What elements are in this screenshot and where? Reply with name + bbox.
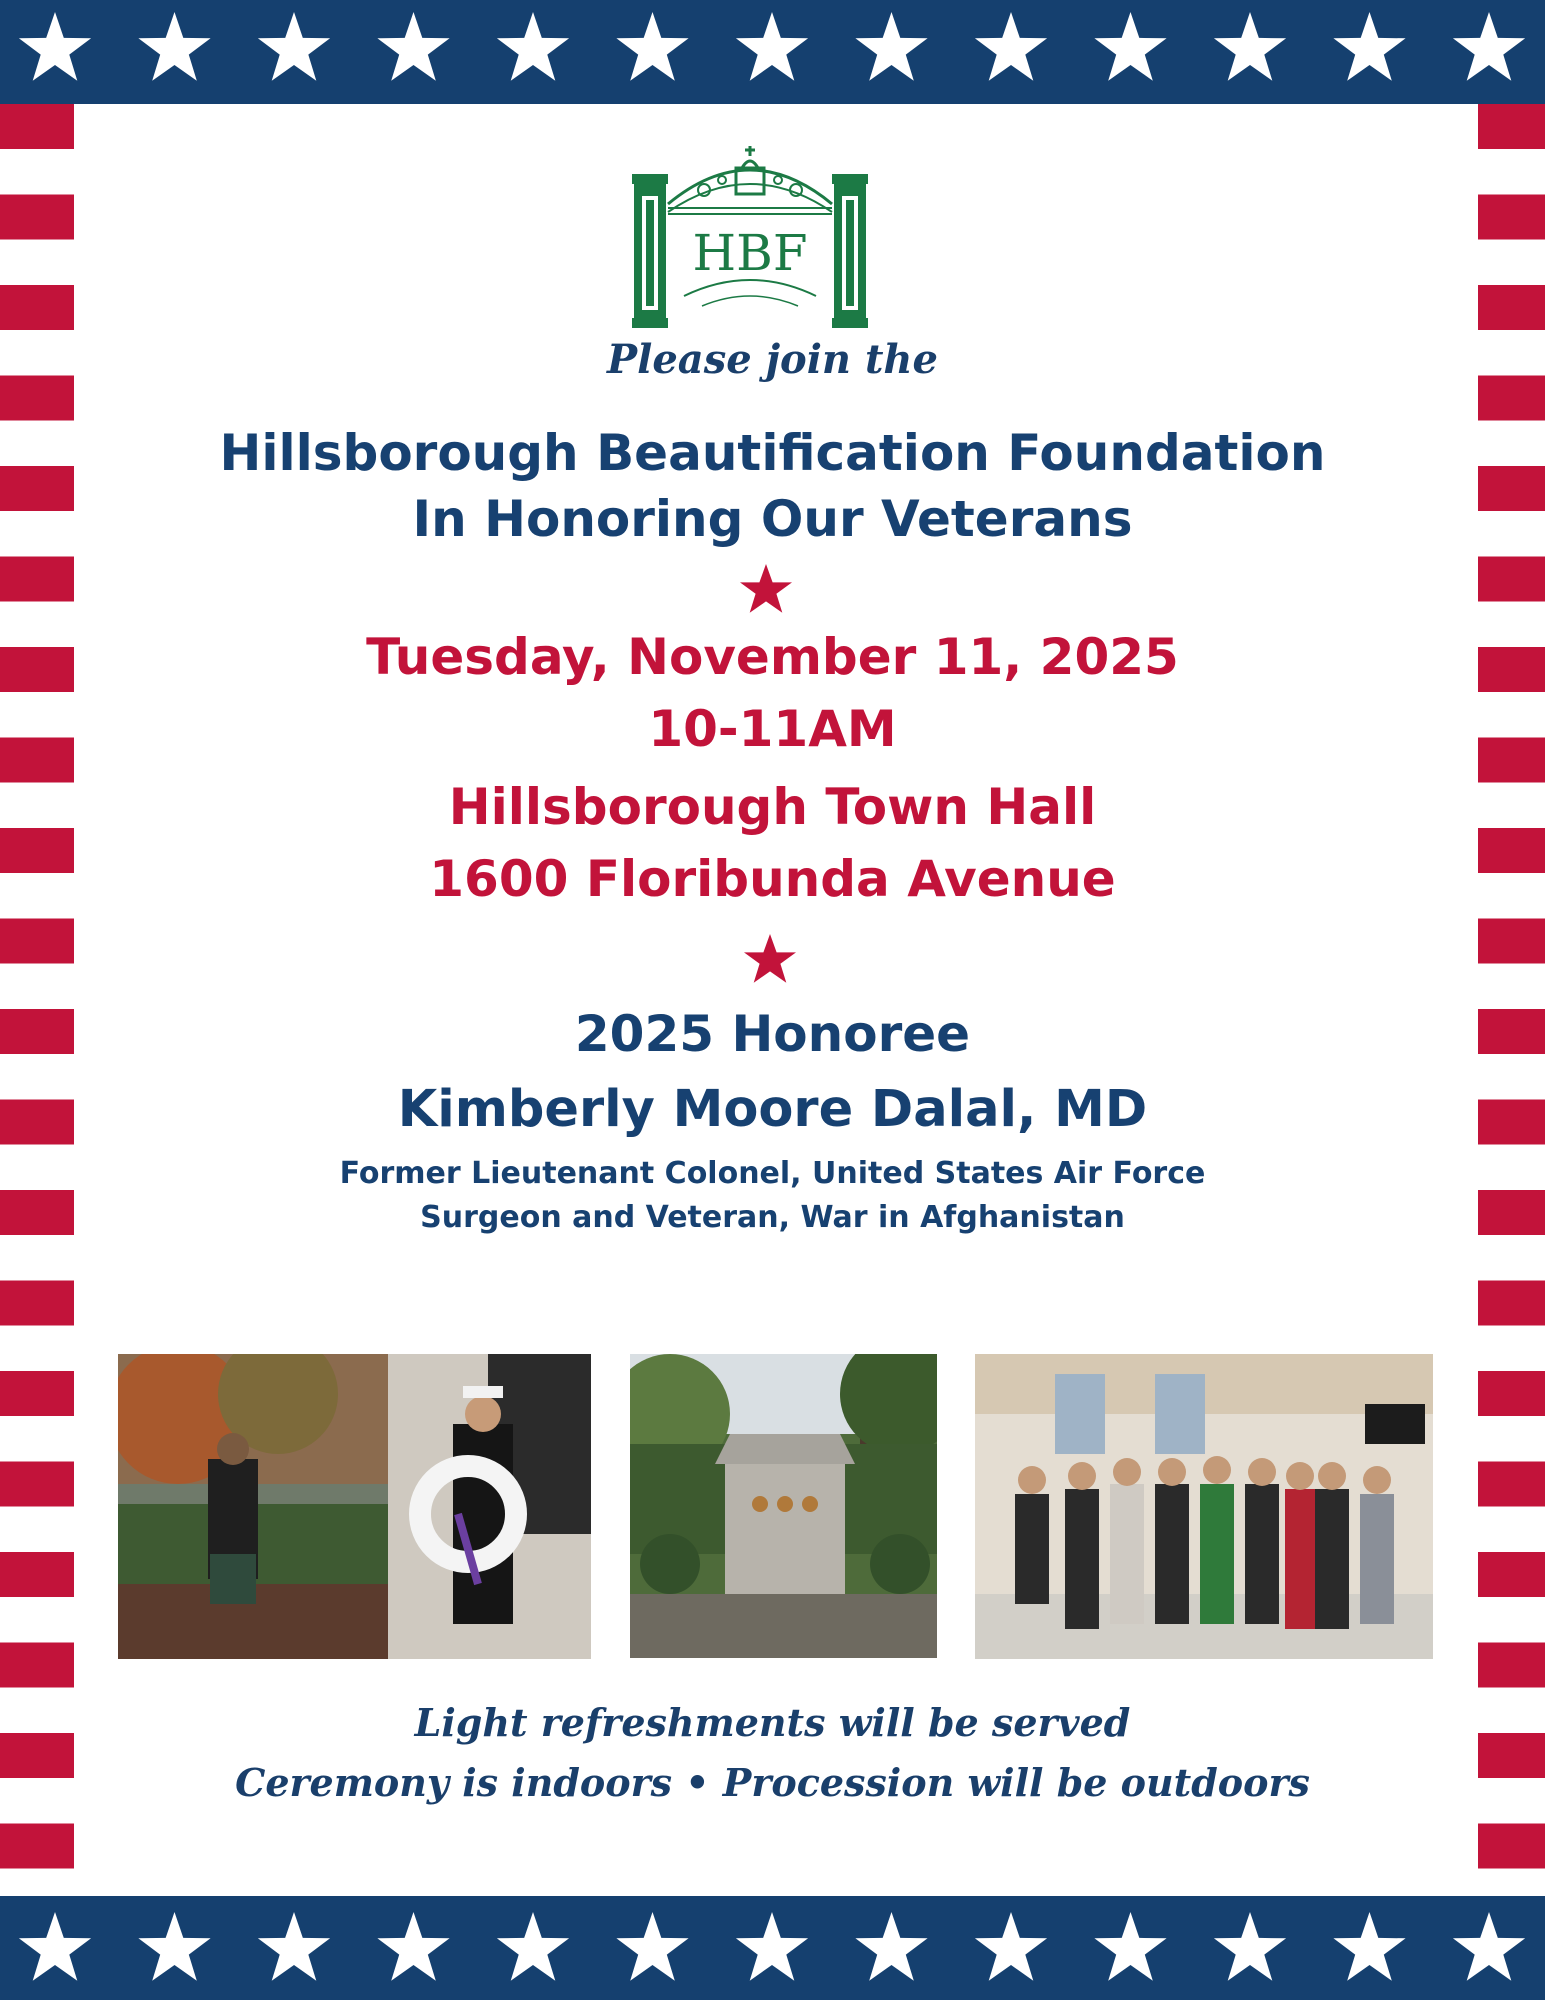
border-stripe — [1478, 466, 1545, 511]
border-stripe — [1478, 919, 1545, 964]
event-address: 1600 Floribunda Avenue — [429, 850, 1116, 908]
border-stripe — [0, 104, 74, 149]
border-stripe — [1478, 1824, 1545, 1869]
honoree-role-line-1: Former Lieutenant Colonel, United States Air Force — [339, 1156, 1206, 1191]
event-venue: Hillsborough Town Hall — [448, 778, 1097, 836]
divider-star-icon — [742, 932, 798, 986]
photo-veterans-memorial — [630, 1354, 937, 1658]
border-star-icon — [258, 12, 330, 81]
honoree-name: Kimberly Moore Dalal, MD — [397, 1080, 1148, 1139]
invite-intro: Please join the — [607, 336, 938, 383]
border-stripe — [1478, 557, 1545, 602]
border-stripe — [0, 647, 74, 692]
organization-name: Hillsborough Beautification Foundation — [219, 424, 1326, 482]
border-stripe — [1478, 285, 1545, 330]
divider-star-icon — [738, 562, 794, 616]
border-stripe — [0, 738, 74, 783]
border-stripe — [1478, 104, 1545, 149]
border-stripe — [1478, 1552, 1545, 1597]
border-star-icon — [616, 12, 688, 81]
border-star-icon — [1453, 1912, 1525, 1981]
border-star-icon — [855, 12, 927, 81]
border-star-icon — [138, 12, 210, 81]
stripe-column-right — [1478, 104, 1545, 1896]
top-star-border — [0, 0, 1545, 104]
border-star-icon — [736, 12, 808, 81]
border-star-icon — [975, 12, 1047, 81]
event-purpose: In Honoring Our Veterans — [412, 490, 1133, 548]
border-star-icon — [1333, 1912, 1405, 1981]
photo-bagpiper-and-wreath — [118, 1354, 591, 1659]
border-stripe — [1478, 1643, 1545, 1688]
border-stripe — [1478, 1371, 1545, 1416]
border-stripe — [1478, 828, 1545, 873]
border-stripe — [1478, 1100, 1545, 1145]
border-stripe — [0, 466, 74, 511]
border-stripe — [0, 1009, 74, 1054]
border-star-icon — [377, 1912, 449, 1981]
border-stripe — [1478, 738, 1545, 783]
border-star-icon — [19, 12, 91, 81]
border-star-icon — [1214, 12, 1286, 81]
border-stripe — [0, 1552, 74, 1597]
border-star-icon — [1214, 1912, 1286, 1981]
bottom-star-border — [0, 1896, 1545, 2000]
border-star-icon — [1453, 12, 1525, 81]
photo-group-indoors — [975, 1354, 1433, 1659]
border-stripe — [0, 1462, 74, 1507]
border-stripe — [1478, 376, 1545, 421]
border-stripe — [0, 1643, 74, 1688]
border-stripe — [0, 1100, 74, 1145]
border-stripe — [0, 1371, 74, 1416]
border-star-icon — [975, 1912, 1047, 1981]
refreshments-note: Light refreshments will be served — [414, 1700, 1131, 1745]
stripe-column-left — [0, 104, 74, 1896]
border-stripe — [0, 1824, 74, 1869]
border-stripe — [1478, 647, 1545, 692]
border-stripe — [1478, 1733, 1545, 1778]
border-stripe — [0, 919, 74, 964]
border-star-icon — [258, 1912, 330, 1981]
star-row-top — [0, 0, 1545, 104]
border-stripe — [1478, 1009, 1545, 1054]
honoree-heading: 2025 Honoree — [574, 1005, 971, 1063]
border-star-icon — [855, 1912, 927, 1981]
border-star-icon — [1094, 12, 1166, 81]
border-stripe — [0, 557, 74, 602]
border-star-icon — [19, 1912, 91, 1981]
border-star-icon — [497, 1912, 569, 1981]
border-stripe — [0, 376, 74, 421]
svg-text:HBF: HBF — [692, 224, 808, 282]
event-date: Tuesday, November 11, 2025 — [366, 628, 1179, 686]
right-stripe-border — [1478, 104, 1545, 1896]
hbf-gate-logo — [632, 146, 868, 330]
border-star-icon — [1094, 1912, 1166, 1981]
border-star-icon — [377, 12, 449, 81]
border-stripe — [1478, 1190, 1545, 1235]
border-star-icon — [616, 1912, 688, 1981]
border-star-icon — [1333, 12, 1405, 81]
location-note: Ceremony is indoors • Procession will be outdoors — [235, 1760, 1310, 1805]
left-stripe-border — [0, 104, 74, 1896]
border-star-icon — [138, 1912, 210, 1981]
border-stripe — [0, 1281, 74, 1326]
border-stripe — [0, 1733, 74, 1778]
border-stripe — [0, 285, 74, 330]
event-time: 10-11AM — [648, 700, 897, 758]
border-stripe — [0, 828, 74, 873]
border-stripe — [1478, 195, 1545, 240]
border-stripe — [1478, 1462, 1545, 1507]
honoree-role-line-2: Surgeon and Veteran, War in Afghanistan — [420, 1200, 1125, 1235]
border-star-icon — [497, 12, 569, 81]
border-star-icon — [736, 1912, 808, 1981]
star-row-bottom — [0, 1896, 1545, 2000]
border-stripe — [1478, 1281, 1545, 1326]
border-stripe — [0, 1190, 74, 1235]
border-stripe — [0, 195, 74, 240]
